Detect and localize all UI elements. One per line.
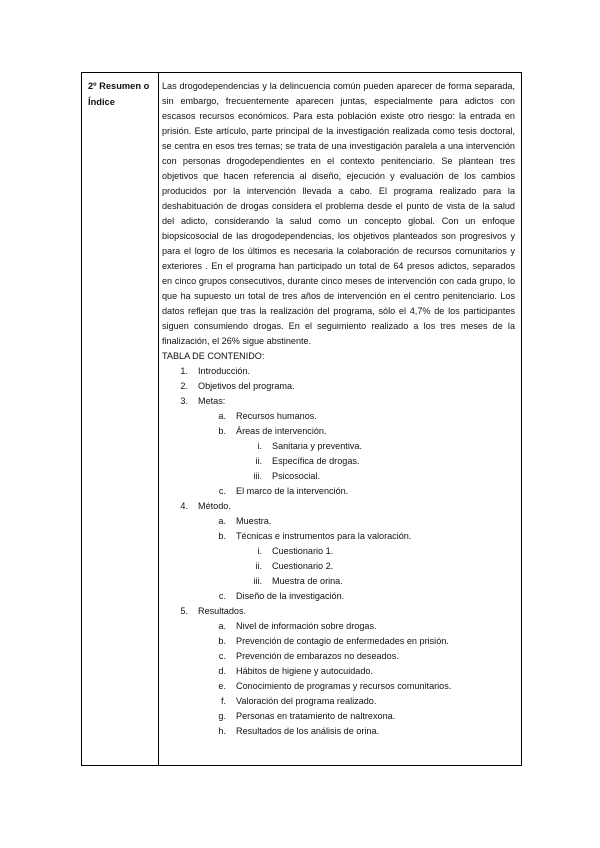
toc-item-text: Técnicas e instrumentos para la valoración.: [236, 531, 412, 541]
toc-subitem: [162, 589, 515, 604]
toc-title: TABLA DE CONTENIDO:: [162, 351, 265, 361]
toc-item-number: a.: [218, 516, 226, 526]
toc-item-number: 5.: [180, 606, 188, 616]
column-divider: [158, 73, 159, 765]
toc-item-text: Cuestionario 1.: [272, 546, 334, 556]
toc-subsubitem: [162, 574, 515, 589]
toc-subitem: [162, 724, 515, 739]
toc-item-number: 3.: [180, 396, 188, 406]
toc-subitem: [162, 634, 515, 649]
toc-item-text: Personas en tratamiento de naltrexona.: [236, 711, 396, 721]
toc-subitem: [162, 424, 515, 439]
toc-item-number: 4.: [180, 501, 188, 511]
toc-item-number: f.: [220, 696, 226, 706]
toc-item-text: Prevención de contagio de enfermedades en prisión.: [236, 636, 449, 646]
toc-item: [162, 394, 515, 409]
toc-item-number: i.: [257, 441, 262, 451]
toc-item-number: e.: [218, 681, 226, 691]
toc-item-text: Áreas de intervención.: [236, 426, 327, 436]
toc-item-number: a.: [218, 621, 226, 631]
toc-item: [162, 379, 515, 394]
toc-subitem: [162, 664, 515, 679]
toc-item-text: El marco de la intervención.: [236, 486, 349, 496]
toc-item-number: 2.: [180, 381, 188, 391]
toc-item-text: Sanitaria y preventiva.: [272, 441, 362, 451]
toc-subitem: [162, 649, 515, 664]
toc-item-text: Resultados.: [198, 606, 247, 616]
toc-subitem: [162, 679, 515, 694]
toc-item-number: a.: [218, 411, 226, 421]
toc-item-text: Prevención de embarazos no deseados.: [236, 651, 399, 661]
toc-subitem: [162, 709, 515, 724]
toc-subsubitem: [162, 544, 515, 559]
toc-item-text: Objetivos del programa.: [198, 381, 295, 391]
toc-item-number: ii.: [255, 456, 262, 466]
toc-item: [162, 604, 515, 619]
section-label: 2º Resumen o Índice: [88, 81, 150, 107]
toc-item-text: Cuestionario 2.: [272, 561, 334, 571]
toc-item-text: Específica de drogas.: [272, 456, 360, 466]
toc-item-text: Método.: [198, 501, 231, 511]
toc-item-number: c.: [218, 591, 226, 601]
toc-item-number: b.: [218, 531, 226, 541]
toc-item-number: c.: [218, 486, 226, 496]
toc-item-number: ii.: [255, 561, 262, 571]
toc-item-number: c.: [218, 651, 226, 661]
toc-subsubitem: [162, 454, 515, 469]
toc-item-number: b.: [218, 426, 226, 436]
toc-item-text: Conocimiento de programas y recursos comunitarios.: [236, 681, 452, 691]
toc-item-number: h.: [218, 726, 226, 736]
toc-item-text: Hábitos de higiene y autocuidado.: [236, 666, 374, 676]
toc-item-text: Psicosocial.: [272, 471, 321, 481]
toc-item-number: b.: [218, 636, 226, 646]
toc-item-number: i.: [257, 546, 262, 556]
toc-subsubitem: [162, 559, 515, 574]
toc-item-text: Recursos humanos.: [236, 411, 317, 421]
toc-list: [162, 364, 515, 739]
toc-subsubitem: [162, 439, 515, 454]
toc-subitem: [162, 514, 515, 529]
toc-item-text: Diseño de la investigación.: [236, 591, 345, 601]
toc-subitem: [162, 409, 515, 424]
toc-item-number: iii.: [253, 576, 262, 586]
toc-subitem: [162, 529, 515, 544]
toc-item: [162, 364, 515, 379]
toc-item-number: iii.: [253, 471, 262, 481]
toc-item-text: Metas:: [198, 396, 226, 406]
toc-item-number: d.: [218, 666, 226, 676]
toc-subitem: [162, 694, 515, 709]
toc-item-text: Nivel de información sobre drogas.: [236, 621, 377, 631]
toc-subitem: [162, 619, 515, 634]
document-table: [81, 72, 522, 766]
toc-item-text: Introducción.: [198, 366, 251, 376]
toc-subsubitem: [162, 469, 515, 484]
toc-item-text: Muestra de orina.: [272, 576, 343, 586]
toc-item-number: g.: [218, 711, 226, 721]
toc-item: [162, 499, 515, 514]
toc-item-text: Muestra.: [236, 516, 272, 526]
toc-subitem: [162, 484, 515, 499]
toc-item-text: Valoración del programa realizado.: [236, 696, 377, 706]
abstract-paragraph: Las drogodependencias y la delincuencia común pueden aparecer de forma separada, sin embargo, frecuentemente aparecen juntas, especialmente para adictos con escasos recursos económicos. Para esta población existe otro riesgo: la entrada en prisión. Este artículo, parte principal de la investigación realizada como tesis doctoral, se centra en esos tres temas; se trata de una investigación paralela a una intervención con personas drogodependientes en el contexto penitenciario. Se plantean tres objetivos que hacen referencia al diseño, ejecución y evaluación de los cambios producidos por la intervención llevada a cabo. El programa realizado para la deshabituación de drogas considera el problema desde el punto de vista de la salud del adicto, considerando la salud como un concepto global. Con un enfoque biopsicosocial de las drogodependencias, los objetivos planteados son progresivos y para el logro de los últimos es necesaria la colaboración de recursos comunitarios y exteriores . En el programa han participado un total de 64 presos adictos, separados en cinco grupos consecutivos, durante cinco meses de intervención con cada grupo, lo que ha supuesto un total de tres años de intervención en el centro penitenciario. Los datos reflejan que tras la realización del programa, sólo el 4,7% de los participantes siguen consumiendo drogas. En el seguimiento realizado a los tres meses de la finalización, el 26% sigue abstinente.: [162, 81, 515, 346]
toc-item-number: 1.: [180, 366, 188, 376]
toc-item-text: Resultados de los análisis de orina.: [236, 726, 380, 736]
content-cell: [162, 79, 515, 739]
